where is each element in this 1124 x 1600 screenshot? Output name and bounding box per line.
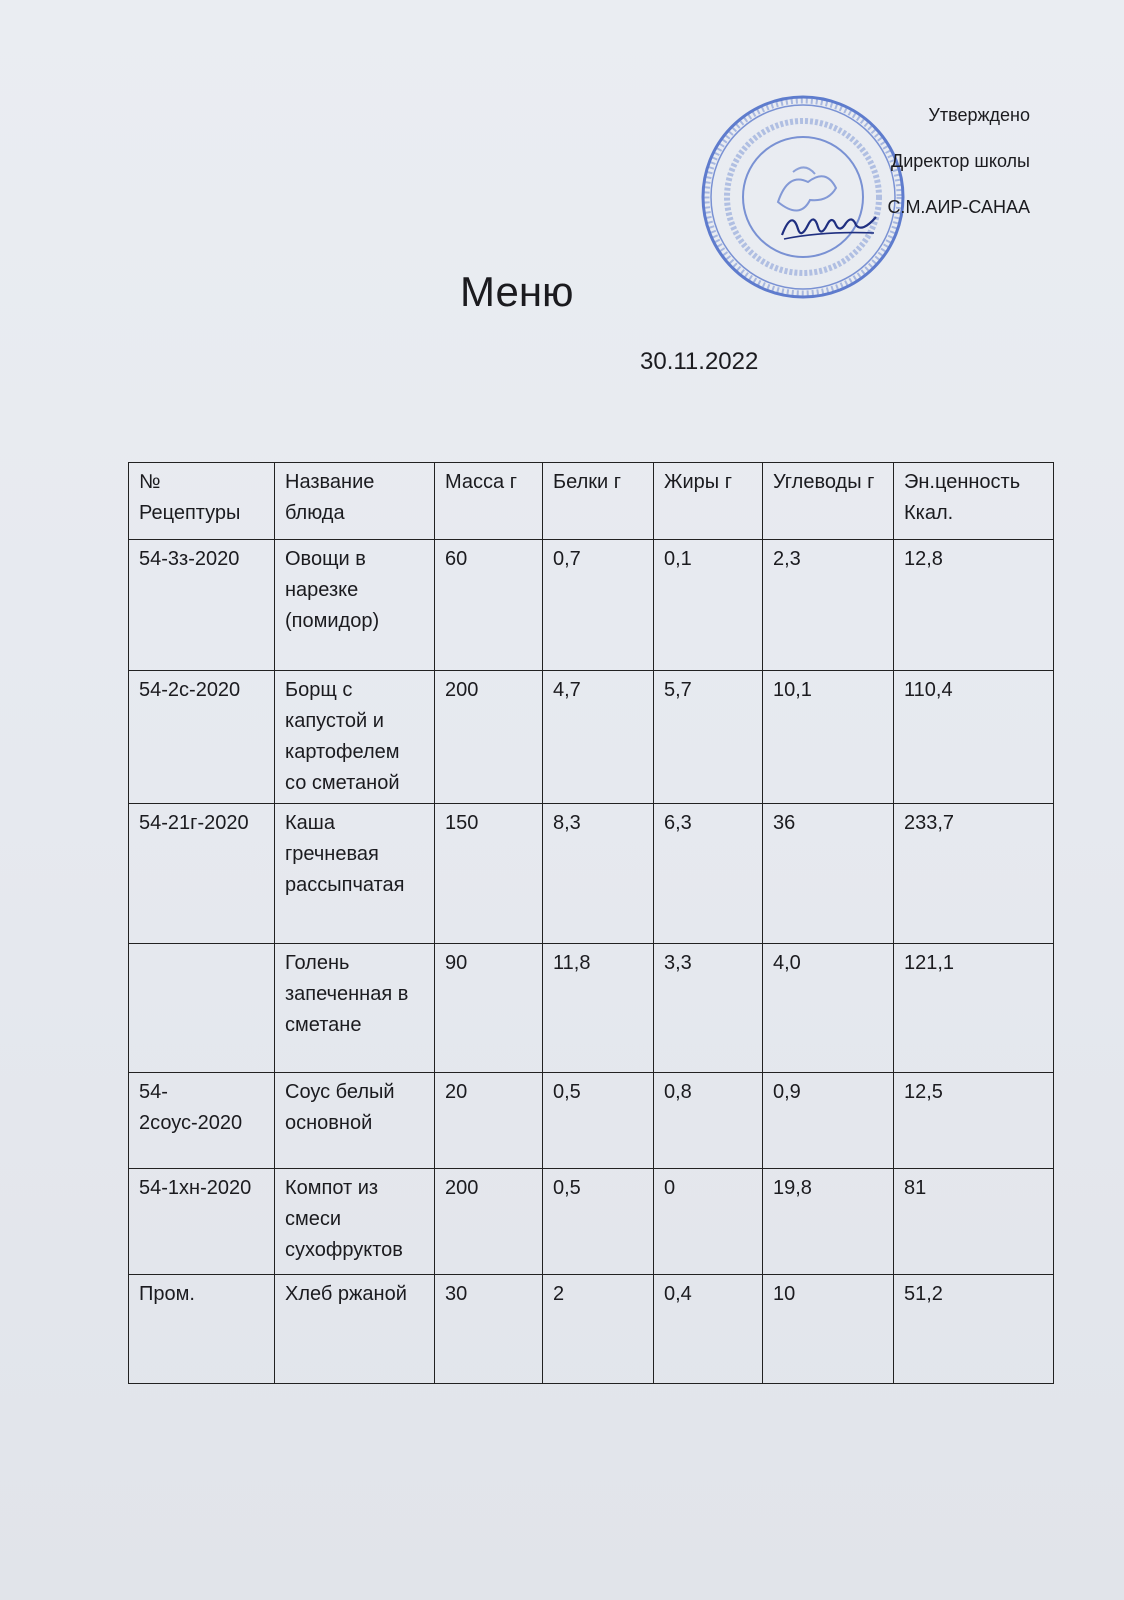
protein-cell: 0,5 xyxy=(543,1169,654,1275)
mass-cell: 20 xyxy=(435,1073,543,1169)
column-header-recipe: № Рецептуры xyxy=(129,463,275,540)
mass-cell: 200 xyxy=(435,1169,543,1275)
fat-cell: 3,3 xyxy=(654,944,763,1073)
column-header-energy: Эн.ценность Ккал. xyxy=(894,463,1054,540)
mass-cell: 150 xyxy=(435,804,543,944)
energy-cell: 12,8 xyxy=(894,540,1054,671)
column-header-fat: Жиры г xyxy=(654,463,763,540)
carbs-cell: 10 xyxy=(763,1275,894,1384)
energy-cell: 81 xyxy=(894,1169,1054,1275)
fat-cell: 0,8 xyxy=(654,1073,763,1169)
energy-cell: 12,5 xyxy=(894,1073,1054,1169)
fat-cell: 0 xyxy=(654,1169,763,1275)
recipe-cell: 54-1хн-2020 xyxy=(129,1169,275,1275)
recipe-cell: 54-2с-2020 xyxy=(129,671,275,804)
column-header-dish: Название блюда xyxy=(275,463,435,540)
fat-cell: 0,1 xyxy=(654,540,763,671)
energy-cell: 121,1 xyxy=(894,944,1054,1073)
protein-cell: 0,7 xyxy=(543,540,654,671)
column-header-carbs: Углеводы г xyxy=(763,463,894,540)
carbs-cell: 0,9 xyxy=(763,1073,894,1169)
carbs-cell: 19,8 xyxy=(763,1169,894,1275)
energy-cell: 233,7 xyxy=(894,804,1054,944)
table-row xyxy=(129,671,1054,804)
recipe-cell: Пром. xyxy=(129,1275,275,1384)
energy-cell: 51,2 xyxy=(894,1275,1054,1384)
carbs-cell: 10,1 xyxy=(763,671,894,804)
dish-cell: Овощи в нарезке (помидор) xyxy=(275,540,435,671)
protein-cell: 4,7 xyxy=(543,671,654,804)
column-header-mass: Масса г xyxy=(435,463,543,540)
protein-cell: 2 xyxy=(543,1275,654,1384)
director-position: Директор школы xyxy=(891,151,1030,171)
director-name: С.М.АИР-САНАА xyxy=(887,197,1030,217)
dish-cell: Компот из смеси сухофруктов xyxy=(275,1169,435,1275)
dish-cell: Хлеб ржаной xyxy=(275,1275,435,1384)
mass-cell: 30 xyxy=(435,1275,543,1384)
menu-date: 30.11.2022 xyxy=(640,348,759,375)
carbs-cell: 36 xyxy=(763,804,894,944)
fat-cell: 6,3 xyxy=(654,804,763,944)
table-row xyxy=(129,1275,1054,1384)
carbs-cell: 4,0 xyxy=(763,944,894,1073)
column-header-protein: Белки г xyxy=(543,463,654,540)
dish-cell: Каша гречневая рассыпчатая xyxy=(275,804,435,944)
page-title: Меню xyxy=(460,268,574,315)
fat-cell: 0,4 xyxy=(654,1275,763,1384)
approval-block xyxy=(855,104,1030,242)
protein-cell: 0,5 xyxy=(543,1073,654,1169)
energy-cell: 110,4 xyxy=(894,671,1054,804)
table-row xyxy=(129,944,1054,1073)
mass-cell: 200 xyxy=(435,671,543,804)
recipe-cell xyxy=(129,944,275,1073)
mass-cell: 90 xyxy=(435,944,543,1073)
dish-cell: Борщ с капустой и картофелем со сметаной xyxy=(275,671,435,804)
mass-cell: 60 xyxy=(435,540,543,671)
dish-cell: Голень запеченная в сметане xyxy=(275,944,435,1073)
table-header-row xyxy=(129,463,1054,540)
protein-cell: 8,3 xyxy=(543,804,654,944)
table-row xyxy=(129,1169,1054,1275)
recipe-cell: 54-21г-2020 xyxy=(129,804,275,944)
approved-label: Утверждено xyxy=(928,105,1030,125)
protein-cell: 11,8 xyxy=(543,944,654,1073)
recipe-cell: 54-2соус-2020 xyxy=(129,1073,275,1169)
table-row xyxy=(129,804,1054,944)
menu-table xyxy=(128,462,1054,1384)
carbs-cell: 2,3 xyxy=(763,540,894,671)
fat-cell: 5,7 xyxy=(654,671,763,804)
table-row xyxy=(129,1073,1054,1169)
table-row xyxy=(129,540,1054,671)
recipe-cell: 54-3з-2020 xyxy=(129,540,275,671)
dish-cell: Соус белый основной xyxy=(275,1073,435,1169)
